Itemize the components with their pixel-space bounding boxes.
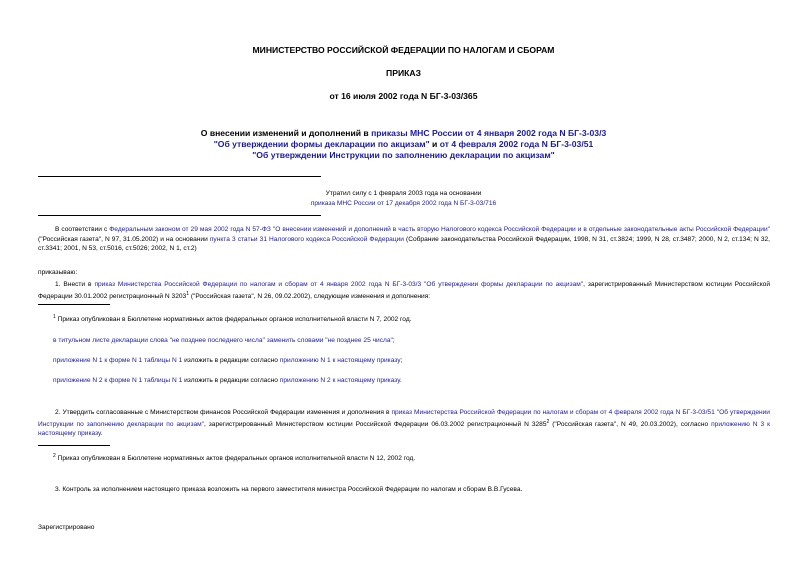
item-3: 3. Контроль за исполнением настоящего приказа возложить на первого заместителя министра Российской Федерации по налогам и сборам В.В.Гусева. — [55, 486, 523, 493]
change-3-end: . — [399, 377, 402, 384]
preamble-text: В соответствии с — [55, 226, 110, 233]
ministry-name: МИНИСТЕРСТВО РОССИЙСКОЙ ФЕДЕРАЦИИ ПО НАЛОГАМ И СБОРАМ — [252, 45, 555, 55]
change-1-end: ; — [392, 337, 395, 344]
preamble — [38, 225, 770, 254]
change-2-link-annex-1[interactable]: приложению N 1 к настоящему приказу — [279, 357, 401, 364]
preamble-link-federal-law[interactable]: Федеральным законом от 29 мая 2002 года N 57-ФЗ "О внесении изменений и дополнений в часть вторую Налогового кодекса Российской Федерации и в отдельные законодательные акты Российской Федерации" — [109, 226, 770, 233]
footnote-2-text: Приказ опубликован в Бюллетене нормативных актов федеральных органов исполнительной власти N 12, 2002 год. — [55, 455, 416, 463]
item-1 — [38, 280, 770, 301]
change-1 — [53, 336, 395, 346]
title-link-order-51[interactable]: от 4 февраля 2002 года N БГ-3-03/51 — [439, 139, 594, 149]
status-line-1: Утратил силу с 1 февраля 2003 года на основании — [325, 190, 482, 197]
footnote-mark-1: 1 — [53, 314, 56, 320]
title-text: и — [429, 139, 440, 149]
item-2-text: , зарегистрированный Министерством юстиции Российской Федерации 06.03.2002 регистрационный N 3285 — [204, 420, 547, 428]
registered-label: Зарегистрировано — [38, 524, 95, 531]
item-2-text: . — [100, 430, 103, 438]
prikazyvayu: приказываю: — [38, 269, 78, 276]
divider — [38, 215, 321, 216]
preamble-text: ("Российская газета", N 97, 31.05.2002) и на основании — [38, 235, 210, 243]
change-2-end: ; — [400, 357, 403, 364]
preamble-text: (Собрание законодательства Российской Федерации, 1998, N 31, ст.3824; 1999, N 28, ст.3487; 2000, N 2, ст.134; N 32, ст.3341; 2001, N 53, ст.5016, ст.5026; 2002, N 1, ст.2) — [38, 235, 770, 252]
title-text: О внесении изменений и дополнений в — [200, 128, 372, 138]
item-2-link-order-51[interactable]: приказ Министерства Российской Федерации по налогам и сборам от 4 февраля 2002 года N БГ-3-03/51 "Об утверждении Инструкции по заполнению декларации по акцизам" — [38, 409, 770, 428]
change-1-link[interactable]: в титульном листе декларации слова "не позднее последнего числа" заменить словами "не позднее 25 числа" — [53, 337, 393, 344]
change-3-link-appendix[interactable]: приложение N 2 к форме N 1 таблицы N 1 — [53, 377, 183, 384]
item-1-text: , зарегистрированный Министерством юстиции Российской Федерации 30.01.2002 регистрационный N 3203 — [38, 281, 771, 300]
item-1-link-order-3[interactable]: приказ Министерства Российской Федерации по налогам и сборам от 4 января 2002 года N БГ-3-03/3 "Об утверждении формы декларации по акцизам" — [94, 281, 584, 288]
item-1-text: ("Российская газета", N 26, 09.02.2002), следующие изменения и дополнения: — [188, 292, 431, 300]
item-1-text: 1. Внести в — [55, 281, 95, 288]
footnote-2 — [53, 452, 415, 464]
title-line-2 — [0, 139, 807, 150]
preamble-link-tax-code[interactable]: пункта 3 статьи 31 Налогового кодекса Российской Федерации — [209, 235, 404, 243]
item-2-text: ("Российская газета", N 49, 20.03.2002), согласно — [549, 420, 712, 428]
change-2-link-appendix[interactable]: приложение N 1 к форме N 1 таблицы N 1 — [53, 357, 183, 364]
change-3 — [53, 376, 402, 386]
change-3-link-annex-2[interactable]: приложению N 2 к настоящему приказу — [279, 377, 400, 384]
footnote-divider — [38, 304, 110, 305]
change-2 — [53, 356, 402, 366]
footnote-1 — [53, 313, 412, 325]
title-link-order-3[interactable]: приказы МНС России от 4 января 2002 года N БГ-3-03/3 — [371, 128, 607, 138]
item-2-link-annex-3[interactable]: приложению N 3 к настоящему приказу — [38, 420, 770, 438]
footnote-ref-1[interactable]: 1 — [186, 290, 189, 297]
status-link-cancelling-order[interactable]: приказа МНС России от 17 декабря 2002 года N БГ-3-03/716 — [310, 199, 497, 207]
footnote-1-text: Приказ опубликован в Бюллетене нормативных актов федеральных органов исполнительной власти N 7, 2002 год. — [55, 316, 412, 324]
title-line-3 — [0, 150, 807, 161]
divider — [38, 176, 321, 177]
title-line-1 — [0, 128, 807, 139]
title-link-instruction[interactable]: "Об утверждении Инструкции по заполнению декларации по акцизам" — [252, 150, 555, 160]
title-link-form[interactable]: "Об утверждении формы декларации по акцизам" — [213, 139, 430, 149]
footnote-divider — [38, 445, 110, 446]
document-title — [0, 128, 807, 161]
footnote-ref-2[interactable]: 2 — [546, 418, 550, 425]
change-3-text: изложить в редакции согласно — [182, 377, 280, 384]
footnote-mark-2: 2 — [53, 453, 56, 459]
document-date-number: от 16 июля 2002 года N БГ-3-03/365 — [329, 91, 478, 101]
status-note — [0, 189, 807, 208]
document-type: ПРИКАЗ — [386, 68, 421, 78]
item-2 — [38, 408, 770, 439]
item-2-text: 2. Утвердить согласованные с Министерством финансов Российской Федерации изменения и дополнения в — [55, 409, 392, 416]
change-2-text: изложить в редакции согласно — [182, 357, 280, 364]
